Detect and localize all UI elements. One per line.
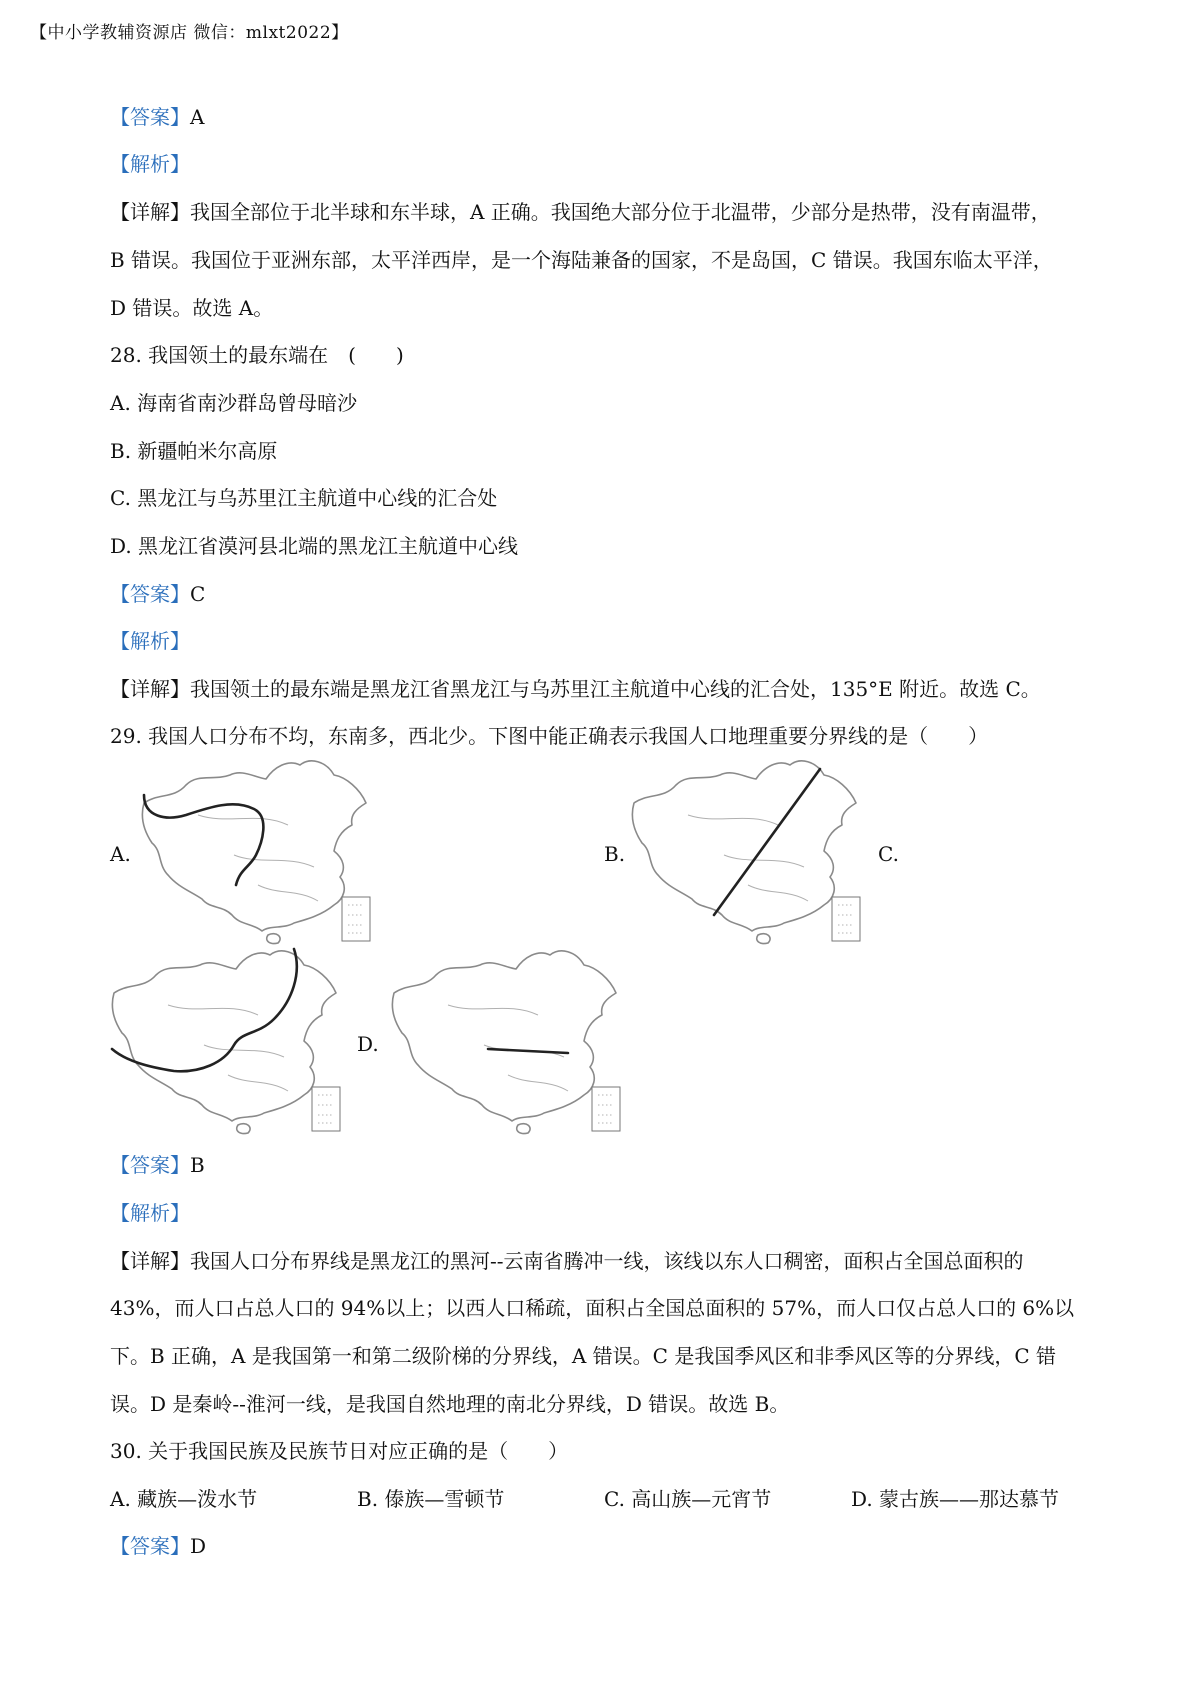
q29-analysis	[110, 1199, 1120, 1227]
q28-option-d: D. 黑龙江省漠河县北端的黑龙江主航道中心线	[110, 534, 519, 558]
map-label-a: A.	[110, 842, 131, 866]
q29-detail-4: 误。D 是秦岭--淮河一线，是我国自然地理的南北分界线，D 错误。故选 B。	[110, 1392, 790, 1416]
detail-text: 我国全部位于北半球和东半球，A 正确。我国绝大部分位于北温带，少部分是热带，没有南温带，	[190, 200, 1051, 224]
q30-option-c: C. 高山族—元宵节	[604, 1487, 772, 1511]
q30-stem: 30. 关于我国民族及民族节日对应正确的是（ ）	[110, 1439, 569, 1463]
q30-option-b: B. 傣族—雪顿节	[357, 1487, 505, 1511]
q28-answer	[110, 580, 1120, 608]
china-map-d	[388, 945, 628, 1135]
q28-option-c: C. 黑龙江与乌苏里江主航道中心线的汇合处	[110, 486, 498, 510]
q28-option-a: A. 海南省南沙群岛曾母暗沙	[110, 391, 358, 415]
answer-tag: 【答案】	[110, 105, 190, 129]
q27-answer	[110, 103, 1120, 131]
inset-south-sea	[832, 897, 860, 941]
map-label-c: C.	[878, 842, 899, 866]
inset-south-sea	[312, 1087, 340, 1131]
inset-south-sea	[342, 897, 370, 941]
analysis-tag: 【解析】	[110, 152, 190, 176]
map-label-d: D.	[357, 1032, 379, 1056]
q30-option-d: D. 蒙古族——那达慕节	[851, 1487, 1060, 1511]
answer-tag: 【答案】	[110, 1534, 190, 1558]
china-outline	[632, 761, 856, 944]
q30-option-a: A. 藏族—泼水节	[110, 1487, 258, 1511]
detail-tag: 【详解】	[110, 200, 190, 224]
q29-detail-2: 43%，而人口占总人口的 94%以上；以西人口稀疏，面积占全国总面积的 57%，而人口仅占总人口的 6%以	[110, 1296, 1075, 1320]
q28-stem: 28. 我国领土的最东端在 ( )	[110, 343, 404, 367]
answer-value: D	[190, 1534, 207, 1558]
q27-detail-1	[110, 198, 1120, 226]
china-outline	[392, 951, 616, 1134]
detail-tag: 【详解】	[110, 1249, 190, 1273]
china-map-b	[628, 755, 868, 945]
q29-detail-3: 下。B 正确，A 是我国第一和第二级阶梯的分界线，A 错误。C 是我国季风区和非季风区等的分界线，C 错	[110, 1344, 1056, 1368]
answer-tag: 【答案】	[110, 582, 190, 606]
answer-tag: 【答案】	[110, 1153, 190, 1177]
china-map-a	[138, 755, 378, 945]
q28-detail	[110, 675, 1120, 703]
boundary-line-d	[488, 1049, 568, 1053]
boundary-line-c	[112, 949, 297, 1071]
china-outline	[112, 951, 336, 1134]
detail-text: 我国领土的最东端是黑龙江省黑龙江与乌苏里江主航道中心线的汇合处，135°E 附近。故选 C。	[190, 677, 1041, 701]
china-map-c	[108, 945, 348, 1135]
boundary-line-a	[144, 795, 263, 885]
q29-answer	[110, 1151, 1120, 1179]
q29-detail-1	[110, 1247, 1120, 1275]
map-label-b: B.	[604, 842, 626, 866]
answer-value: C	[190, 582, 206, 606]
q27-detail-2: B 错误。我国位于亚洲东部，太平洋西岸，是一个海陆兼备的国家，不是岛国，C 错误。我国东临太平洋，	[110, 248, 1053, 272]
answer-value: B	[190, 1153, 205, 1177]
china-outline	[142, 761, 366, 944]
q28-option-b: B. 新疆帕米尔高原	[110, 439, 278, 463]
watermark-header: 【中小学教辅资源店 微信：mlxt2022】	[30, 23, 349, 43]
answer-value: A	[190, 105, 205, 129]
inset-south-sea	[592, 1087, 620, 1131]
q27-analysis	[110, 150, 1120, 178]
boundary-line-b	[714, 769, 820, 915]
analysis-tag: 【解析】	[110, 629, 190, 653]
detail-text: 我国人口分布界线是黑龙江的黑河--云南省腾冲一线，该线以东人口稠密，面积占全国总面积的	[190, 1249, 1024, 1273]
q29-stem: 29. 我国人口分布不均，东南多，西北少。下图中能正确表示我国人口地理重要分界线的是（ ）	[110, 724, 989, 748]
detail-tag: 【详解】	[110, 677, 190, 701]
analysis-tag: 【解析】	[110, 1201, 190, 1225]
q28-analysis	[110, 627, 1120, 655]
q27-detail-3: D 错误。故选 A。	[110, 296, 274, 320]
q30-answer	[110, 1532, 1120, 1560]
